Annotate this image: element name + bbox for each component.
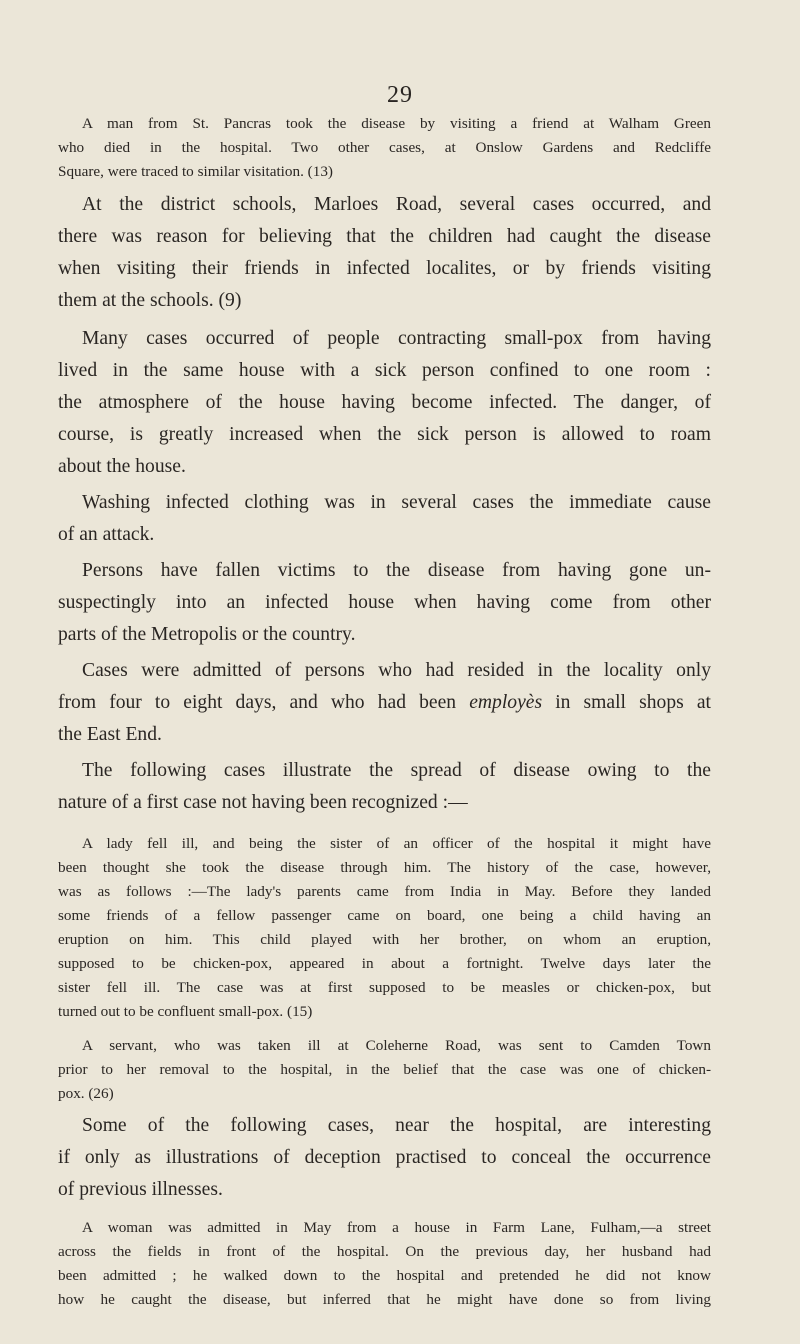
text-line: about the house. (58, 456, 186, 477)
text-line: suspectingly into an infected house when having come from other (58, 592, 711, 613)
text-line: nature of a first case not having been recognized :— (58, 792, 468, 813)
paragraph-fallen-victims (58, 555, 711, 651)
text-line-employes (58, 687, 711, 719)
text-line: sister fell ill. The case was at first supposed to be measles or chicken-pox, but (58, 979, 711, 996)
text-line: been admitted ; he walked down to the hospital and pretended he did not know (58, 1267, 711, 1284)
text-line: Washing infected clothing was in several cases the immediate cause (82, 492, 711, 513)
text-line: if only as illustrations of deception practised to conceal the occurrence (58, 1147, 711, 1168)
text-line: across the fields in front of the hospital. On the previous day, her husband had (58, 1243, 711, 1260)
text-line: of previous illnesses. (58, 1179, 223, 1200)
text-line: the atmosphere of the house having become infected. The danger, of (58, 392, 711, 413)
text-line: prior to her removal to the hospital, in the belief that the case was one of chicken- (58, 1061, 711, 1078)
text-line: supposed to be chicken-pox, appeared in about a fortnight. Twelve days later the (58, 955, 711, 972)
text-line: when visiting their friends in infected localites, or by friends visiting (58, 258, 711, 279)
paragraph-same-house (58, 323, 711, 483)
text-line: Some of the following cases, near the hospital, are interesting (82, 1115, 711, 1136)
paragraph-following-cases (58, 755, 711, 819)
text-line: was as follows :—The lady's parents came from India in May. Before they landed (58, 883, 711, 900)
text-line: Persons have fallen victims to the disease from having gone un- (82, 560, 711, 581)
text-line: eruption on him. This child played with her brother, on whom an eruption, (58, 931, 711, 948)
text-line: lived in the same house with a sick person confined to one room : (58, 360, 711, 381)
text-line: A servant, who was taken ill at Coleherne Road, was sent to Camden Town (82, 1037, 711, 1054)
text-line: A man from St. Pancras took the disease by visiting a friend at Walham Green (82, 115, 711, 132)
paragraph-farm-lane (58, 1216, 711, 1312)
text-line: there was reason for believing that the children had caught the disease (58, 226, 711, 247)
paragraph-servant-case (58, 1034, 711, 1106)
text-line: Many cases occurred of people contracting small-pox from having (82, 328, 711, 349)
text-line: course, is greatly increased when the sick person is allowed to roam (58, 424, 711, 445)
text-line: pox. (26) (58, 1085, 114, 1102)
paragraph-washing-clothing (58, 487, 711, 551)
text-line: turned out to be confluent small-pox. (15) (58, 1003, 313, 1020)
text-line: The following cases illustrate the spread of disease owing to the (82, 760, 711, 781)
paragraph-deception (58, 1110, 711, 1206)
text-line: been thought she took the disease through him. The history of the case, however, (58, 859, 711, 876)
text-line: some friends of a fellow passenger came on board, one being a child having an (58, 907, 711, 924)
paragraph-walham-green (58, 112, 711, 184)
text-line: A lady fell ill, and being the sister of an officer of the hospital it might have (82, 835, 711, 852)
text-segment: from four to eight days, and who had been (58, 692, 470, 713)
text-line: the East End. (58, 724, 162, 745)
text-line: them at the schools. (9) (58, 290, 242, 311)
text-line: how he caught the disease, but inferred that he might have done so from living (58, 1291, 711, 1308)
text-line: Cases were admitted of persons who had resided in the locality only (82, 660, 711, 681)
text-line: parts of the Metropolis or the country. (58, 624, 356, 645)
text-line: who died in the hospital. Two other cases, at Onslow Gardens and Redcliffe (58, 139, 711, 156)
paragraph-district-schools (58, 189, 711, 317)
text-segment: in small shops at (542, 692, 711, 713)
italic-word: employès (469, 692, 543, 713)
paragraph-lady-case (58, 832, 711, 1024)
text-line: Square, were traced to similar visitation. (13) (58, 163, 333, 180)
text-line: A woman was admitted in May from a house in Farm Lane, Fulham,—a street (82, 1219, 711, 1236)
text-line: of an attack. (58, 524, 155, 545)
page-number: 29 (387, 82, 413, 108)
paragraph-resided-locality (58, 655, 711, 751)
text-line: At the district schools, Marloes Road, several cases occurred, and (82, 194, 711, 215)
